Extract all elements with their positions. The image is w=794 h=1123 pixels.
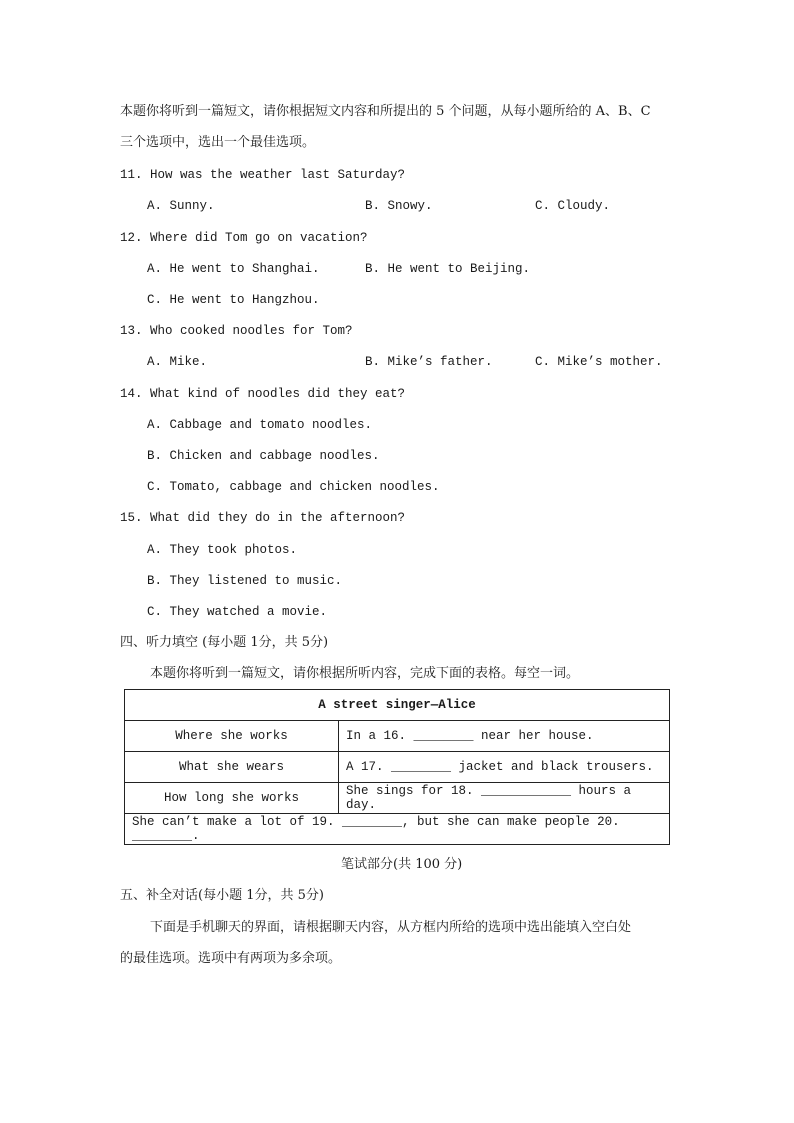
question-13-option-a[interactable]: A. Mike. (147, 355, 208, 369)
question-14-stem: 14. What kind of noodles did they eat? (120, 387, 406, 401)
question-11-option-b[interactable]: B. Snowy. (365, 199, 433, 213)
question-12-option-c[interactable]: C. He went to Hangzhou. (147, 293, 320, 307)
question-15-option-c[interactable]: C. They watched a movie. (147, 605, 328, 619)
section-5-line-2: 的最佳选项。选项中有两项为多余项。 (120, 951, 342, 966)
table-footer-row (125, 814, 670, 845)
intro-line-2: 三个选项中，选出一个最佳选项。 (120, 135, 316, 150)
question-12-option-b[interactable]: B. He went to Beijing. (365, 262, 531, 276)
intro-line-1: 本题你将听到一篇短文，请你根据短文内容和所提出的 5 个问题，从每小题所给的 A、B、C (120, 104, 651, 119)
section-4-heading: 四、听力填空 (每小题 1分，共 5分) (120, 635, 329, 650)
table-row-label: Where she works (125, 721, 339, 752)
question-15-option-a[interactable]: A. They took photos. (147, 543, 298, 557)
question-15-option-b[interactable]: B. They listened to music. (147, 574, 343, 588)
table-title: A street singer—Alice (125, 690, 670, 721)
question-11-option-a[interactable]: A. Sunny. (147, 199, 215, 213)
question-11-option-c[interactable]: C. Cloudy. (535, 199, 611, 213)
question-12-option-a[interactable]: A. He went to Shanghai. (147, 262, 320, 276)
question-12-stem: 12. Where did Tom go on vacation? (120, 231, 368, 245)
section-5-line-1: 下面是手机聊天的界面，请根据聊天内容，从方框内所给的选项中选出能填入空白处 (150, 920, 632, 935)
table-row (125, 752, 670, 783)
table-row-value[interactable]: She sings for 18. ____________ hours a day. (339, 783, 670, 814)
question-15-stem: 15. What did they do in the afternoon? (120, 511, 406, 525)
question-13-option-b[interactable]: B. Mike’s father. (365, 355, 493, 369)
section-4-instruction: 本题你将听到一篇短文，请你根据所听内容，完成下面的表格。每空一词。 (150, 666, 580, 681)
table-footer[interactable]: She can’t make a lot of 19. ________, but she can make people 20. ________. (125, 814, 670, 845)
table-row-value[interactable]: A 17. ________ jacket and black trousers. (339, 752, 670, 783)
table-row-value[interactable]: In a 16. ________ near her house. (339, 721, 670, 752)
question-13-stem: 13. Who cooked noodles for Tom? (120, 324, 353, 338)
question-14-option-c[interactable]: C. Tomato, cabbage and chicken noodles. (147, 480, 440, 494)
table-row (125, 783, 670, 814)
section-5-heading: 五、补全对话(每小题 1分，共 5分) (120, 888, 324, 903)
question-14-option-a[interactable]: A. Cabbage and tomato noodles. (147, 418, 373, 432)
question-14-option-b[interactable]: B. Chicken and cabbage noodles. (147, 449, 380, 463)
table-row-label: How long she works (125, 783, 339, 814)
table-row-label: What she wears (125, 752, 339, 783)
question-13-option-c[interactable]: C. Mike’s mother. (535, 355, 663, 369)
listening-fill-table (124, 689, 670, 845)
table-row (125, 721, 670, 752)
written-part-heading: 笔试部分(共 100 分) (341, 857, 463, 872)
question-11-stem: 11. How was the weather last Saturday? (120, 168, 406, 182)
table-title-row (125, 690, 670, 721)
